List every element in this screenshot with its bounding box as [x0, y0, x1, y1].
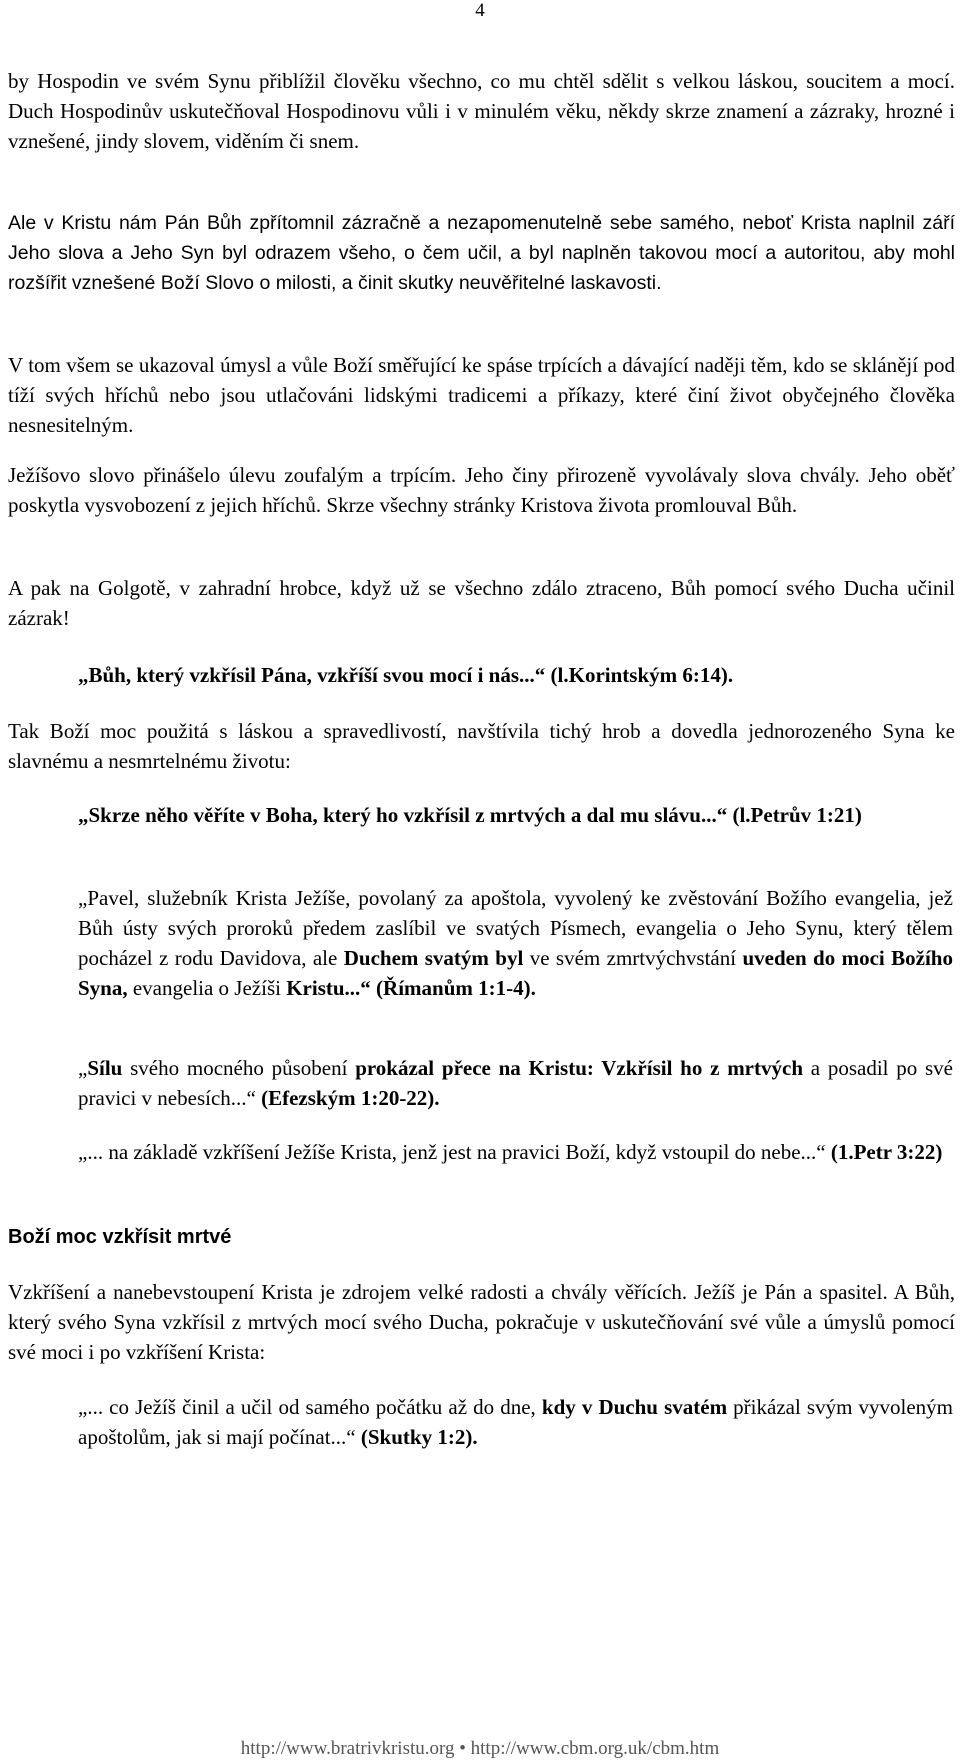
paragraph-5: A pak na Golgotě, v zahradní hrobce, když už se všechno zdálo ztraceno, Bůh pomocí svého Ducha učinil zázrak! — [8, 576, 955, 630]
paragraph-7: Tak Boží moc použitá s láskou a spravedlivostí, navštívila tichý hrob a dovedla jednorozeného Syna ke slavnému a nesmrtelnému životu: — [8, 719, 955, 773]
quote-bold: uveden do moci Božího Syna, — [78, 946, 953, 1000]
paragraph-8: Vzkříšení a nanebevstoupení Krista je zdrojem velké radosti a chvály věřících. Ježíš je Pán a spasitel. A Bůh, který svého Syna vzkřísil z mrtvých mocí svého Ducha, pokračuje v uskutečňování své vůle a úmyslů pomocí své moci i po vzkříšení Krista: — [8, 1280, 955, 1364]
quote-text: svého mocného působení — [122, 1056, 356, 1080]
quote-bold: (Skutky 1:2). — [360, 1425, 478, 1449]
paragraph-1: by Hospodin ve svém Synu přiblížil člověku všechno, co mu chtěl sdělit s velkou láskou, soucitem a mocí. Duch Hospodinův uskutečňoval Hospodinovu vůli i v minulém věku, někdy skrze znamení a zázraky, hrozné i vznešené, jindy slovem, viděním či snem. — [8, 69, 955, 153]
quote-text: přikázal svým vyvoleným apoštolům, jak si mají počínat...“ — [78, 1395, 954, 1449]
scripture-quote-petruv: „Skrze něho věříte v Boha, který ho vzkřísil z mrtvých a dal mu slávu...“ (l.Petrův 1:21) — [78, 803, 862, 827]
quote-text: „... co Ježíš činil a učil od samého počátku až do dne, — [78, 1395, 542, 1419]
quote-text: „... na základě vzkříšení Ježíše Krista, jenž jest na pravici Boží, když vstoupil do nebe...“ — [78, 1140, 831, 1164]
scripture-quote-rimanum — [78, 883, 953, 1003]
quote-text: evangelia o Ježíši — [127, 976, 287, 1000]
paragraph-2: Ale v Kristu nám Pán Bůh zpřítomnil zázračně a nezapomenutelně sebe samého, neboť Krista naplnil září Jeho slova a Jeho Syn byl odrazem všeho, o čem učil, a byl naplněn takovou mocí a autoritou, aby mohl rozšířit vznešené Boží Slovo o milosti, a činit skutky neuvěřitelné laskavosti. — [8, 212, 955, 294]
paragraph-4: Ježíšovo slovo přinášelo úlevu zoufalým a trpícím. Jeho činy přirozeně vyvolávaly slova chvály. Jeho oběť poskytla vysvobození z jejich hříchů. Skrze všechny stránky Kristova života promlouval Bůh. — [8, 463, 955, 517]
scripture-quote-korintskym: „Bůh, který vzkřísil Pána, vzkříší svou mocí i nás...“ (l.Korintským 6:14). — [78, 663, 734, 687]
scripture-quote-efezskym — [78, 1053, 953, 1113]
scripture-quote-petr — [78, 1137, 953, 1167]
quote-text: ve svém zmrtvýchvstání — [523, 946, 743, 970]
quote-text: a posadil po své pravici v nebesích...“ — [78, 1056, 954, 1110]
quote-bold: prokázal přece na Kristu: Vzkřísil ho z mrtvých — [355, 1056, 803, 1080]
quote-bold: Duchem svatým byl — [343, 946, 524, 970]
scripture-quote-skutky — [78, 1392, 953, 1452]
section-heading: Boží moc vzkřísit mrtvé — [8, 1226, 232, 1248]
quote-bold: (Efezským 1:20-22). — [261, 1086, 440, 1110]
quote-bold: kdy v Duchu svatém — [541, 1395, 728, 1419]
paragraph-3: V tom všem se ukazoval úmysl a vůle Boží směřující ke spáse trpících a dávající naději těm, kdo se sklánějí pod tíží svých hříchů nebo jsou utlačováni lidskými tradicemi a příkazy, které činí život obyčejného člověka nesnesitelným. — [8, 353, 955, 437]
page-number: 4 — [475, 0, 485, 21]
quote-bold: (1.Petr 3:22) — [830, 1140, 943, 1164]
footer-links: http://www.bratrivkristu.org • http://www.cbm.org.uk/cbm.htm — [240, 1738, 720, 1759]
quote-text: „ — [78, 1056, 88, 1080]
quote-bold: Kristu...“ (Římanům 1:1-4). — [286, 976, 536, 1000]
quote-bold: Sílu — [87, 1056, 123, 1080]
quote-text: „Pavel, služebník Krista Ježíše, povolaný za apoštola, vyvolený ke zvěstování Božího evangelia, jež Bůh ústy svých proroků předem zaslíbil ve svatých Písmech, evangelia o Jeho Synu, který tělem pocházel z rodu Davidova, ale — [78, 886, 953, 970]
